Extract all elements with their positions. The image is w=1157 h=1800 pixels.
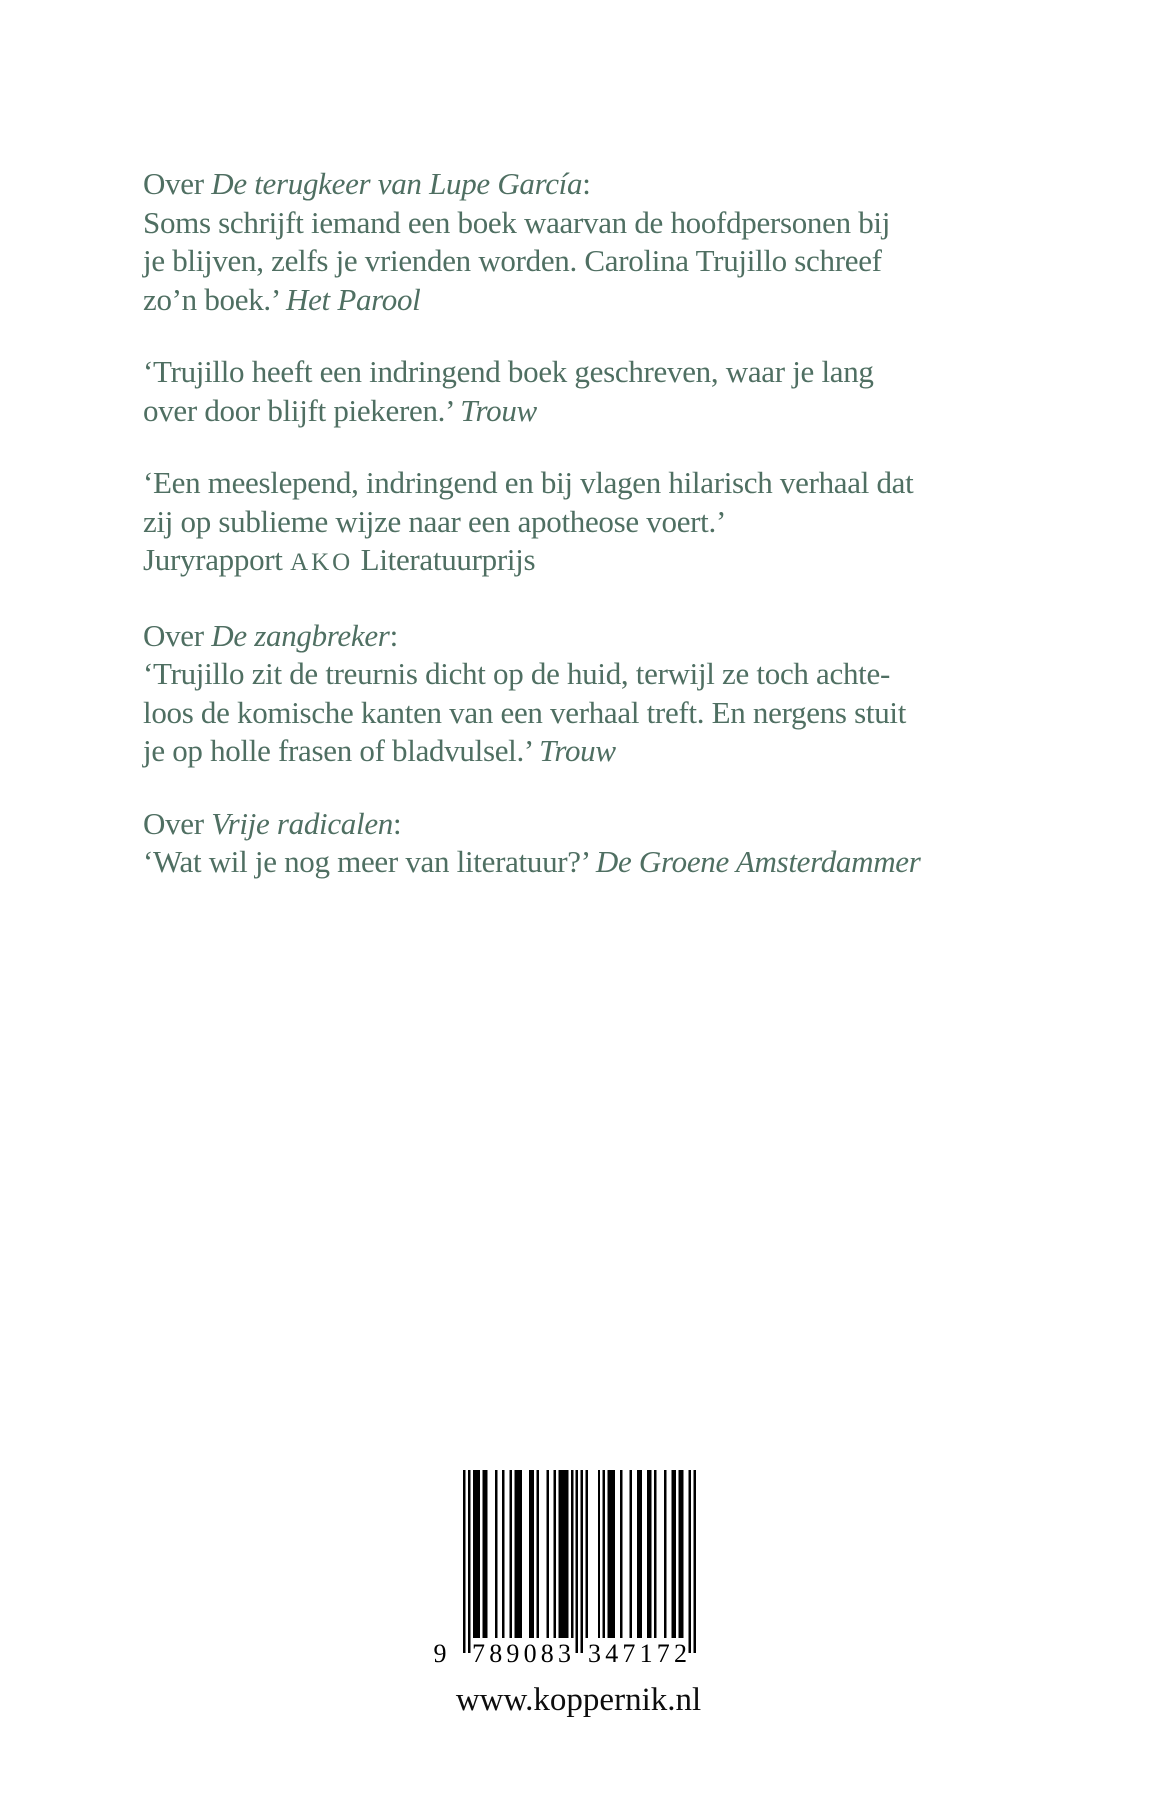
- quote-de-zangbreker: [143, 617, 1033, 771]
- quote-line: Over De zangbreker:: [143, 617, 398, 653]
- barcode-digit: 7: [656, 1639, 670, 1668]
- barcode-digit: 4: [605, 1639, 619, 1668]
- quote-het-parool: [143, 165, 1033, 319]
- quote-line: over door blijft piekeren.’ Trouw: [143, 392, 537, 428]
- quote-line: zij op sublieme wijze naar een apotheose voert.’: [143, 503, 726, 539]
- barcode-digit: 7: [472, 1639, 485, 1668]
- quote-line: Juryrapport AKO Literatuurprijs: [143, 542, 536, 577]
- barcode-digit: 7: [622, 1639, 636, 1668]
- barcode-digit: 8: [489, 1639, 503, 1668]
- quote-line: ‘Trujillo heeft een indringend boek geschreven, waar je lang: [143, 354, 874, 389]
- quote-line: ‘Een meeslepend, indringend en bij vlagen hilarisch verhaal dat: [143, 465, 914, 500]
- quote-ako-juryrapport: [143, 464, 1033, 583]
- publisher-website: www.koppernik.nl: [455, 1682, 702, 1718]
- barcode-digit: 3: [557, 1639, 571, 1668]
- quote-line: ‘Trujillo zit de treurnis dicht op de huid, terwijl ze toch achte-: [143, 656, 890, 691]
- quote-line: ‘Wat wil je nog meer van literatuur?’ De Groene Amsterdammer: [143, 844, 921, 879]
- barcode-digits-right: [588, 1639, 687, 1668]
- barcode-first-digit: 9: [433, 1639, 447, 1668]
- barcode-digit: 1: [639, 1639, 653, 1668]
- barcode-digit: 9: [506, 1639, 520, 1668]
- quote-trouw-1: [143, 353, 1033, 430]
- barcode-digits-left: [472, 1639, 571, 1668]
- barcode-digit: 3: [588, 1639, 601, 1668]
- barcode-digit: 0: [523, 1639, 537, 1668]
- quote-line: Over Vrije radicalen:: [143, 805, 402, 841]
- quote-line: loos de komische kanten van een verhaal treft. En nergens stuit: [143, 694, 907, 730]
- barcode-digit: 2: [673, 1639, 687, 1668]
- quote-vrije-radicalen: [143, 805, 1033, 882]
- quote-line: Over De terugkeer van Lupe García:: [143, 166, 591, 201]
- barcode-digit: 8: [540, 1639, 554, 1668]
- quote-line: je blijven, zelfs je vrienden worden. Carolina Trujillo schreef: [143, 243, 882, 278]
- quote-line: zo’n boek.’ Het Parool: [143, 281, 421, 317]
- quote-line: je op holle frasen of bladvulsel.’ Trouw: [143, 733, 616, 768]
- quotes: [143, 165, 1033, 916]
- quote-line: Soms schrijft iemand een boek waarvan de hoofdpersonen bij: [143, 204, 891, 240]
- ean13-barcode: [463, 1470, 696, 1653]
